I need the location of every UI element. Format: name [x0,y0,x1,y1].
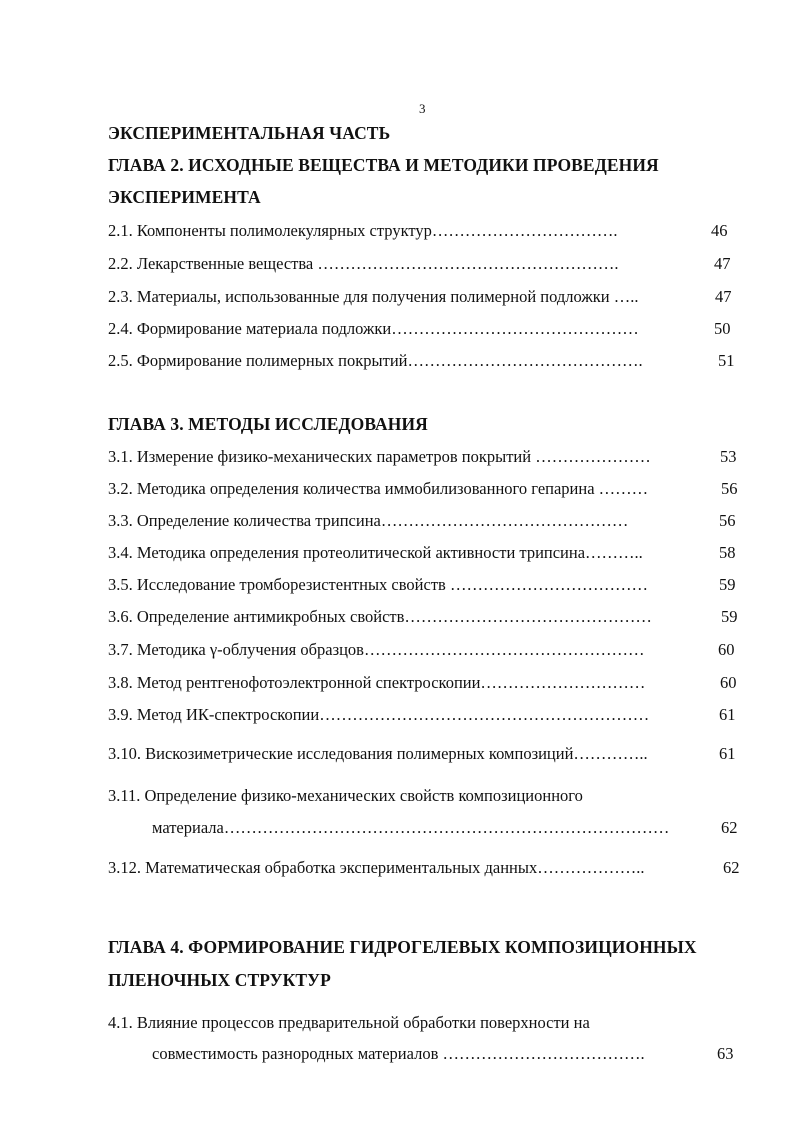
chapter-4-title: ГЛАВА 4. ФОРМИРОВАНИЕ ГИДРОГЕЛЕВЫХ КОМПОЗИЦИОННЫХ [108,937,697,957]
toc-entry-text: 3.1. Измерение физико-механических параметров покрытий ………………… [108,447,651,466]
toc-entry-text: 3.12. Математическая обработка экспериментальных данных……………….. [108,858,645,877]
toc-entry-page: 53 [720,447,737,466]
toc-entry-page: 56 [721,479,738,498]
chapter-4-title-cont: ПЛЕНОЧНЫХ СТРУКТУР [108,970,331,990]
toc-entry-text: 4.1. Влияние процессов предварительной обработки поверхности на [108,1013,590,1032]
toc-entry-text: 3.2. Методика определения количества иммобилизованного гепарина ……… [108,479,649,498]
toc-entry-text: 2.3. Материалы, использованные для получения полимерной подложки ….. [108,287,639,306]
toc-entry-text: 3.9. Метод ИК-спектроскопии…………………………………………………… [108,705,650,724]
toc-entry-page: 62 [723,858,740,877]
toc-entry-page: 60 [720,673,737,692]
toc-entry-text: 3.3. Определение количества трипсина……………………………………… [108,511,629,530]
toc-entry-page: 63 [717,1044,734,1063]
toc-entry-text: 3.4. Методика определения протеолитической активности трипсина……….. [108,543,643,562]
page-number: 3 [419,101,426,116]
toc-entry-page: 62 [721,818,738,837]
chapter-2-title: ГЛАВА 2. ИСХОДНЫЕ ВЕЩЕСТВА И МЕТОДИКИ ПРОВЕДЕНИЯ [108,155,659,175]
part-title: ЭКСПЕРИМЕНТАЛЬНАЯ ЧАСТЬ [108,123,391,143]
toc-entry-page: 46 [711,221,728,240]
chapter-3-title: ГЛАВА 3. МЕТОДЫ ИССЛЕДОВАНИЯ [108,414,428,434]
toc-entry-page: 59 [721,607,738,626]
chapter-2-title-cont: ЭКСПЕРИМЕНТА [108,187,261,207]
toc-entry-text: 3.11. Определение физико-механических свойств композиционного [108,786,583,805]
toc-entry-page: 61 [719,705,736,724]
toc-entry-page: 58 [719,543,736,562]
toc-entry-page: 50 [714,319,731,338]
toc-entry-text: 2.2. Лекарственные вещества ………………………………………………. [108,254,619,273]
toc-entry-text: совместимость разнородных материалов ………………………………. [152,1044,645,1063]
toc-entry-text: 3.5. Исследование тромборезистентных свойств ……………………………… [108,575,648,594]
toc-entry-text: материала……………………………………………………………………… [152,818,670,837]
toc-entry-page: 60 [718,640,735,659]
toc-entry-page: 61 [719,744,736,763]
toc-entry-text: 2.4. Формирование материала подложки……………………………………… [108,319,639,338]
toc-entry-text: 3.6. Определение антимикробных свойств……………………………………… [108,607,652,626]
toc-entry-text: 3.8. Метод рентгенофотоэлектронной спектроскопии………………………… [108,673,646,692]
toc-entry-text: 2.5. Формирование полимерных покрытий……………………………………. [108,351,643,370]
toc-entry-page: 59 [719,575,736,594]
toc-entry-page: 51 [718,351,735,370]
toc-entry-text: 2.1. Компоненты полимолекулярных структур……………………………. [108,221,618,240]
toc-entry-page: 47 [715,287,732,306]
toc-entry-text: 3.10. Вискозиметрические исследования полимерных композиций………….. [108,744,648,763]
toc-entry-page: 47 [714,254,731,273]
toc-entry-page: 56 [719,511,736,530]
toc-entry-text: 3.7. Методика γ-облучения образцов…………………………………………… [108,640,645,659]
